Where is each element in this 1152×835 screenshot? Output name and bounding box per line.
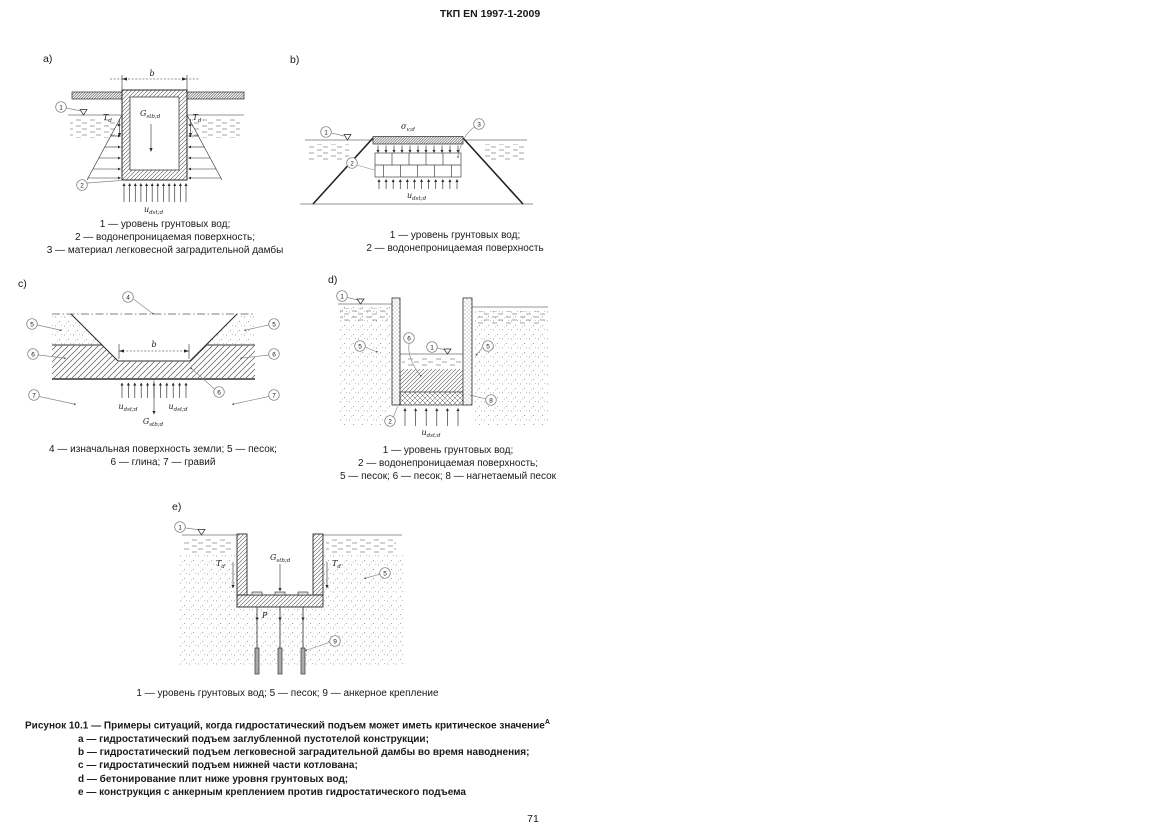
- marker-7-gravel-right: [269, 390, 280, 401]
- marker-8-injected-sand: [486, 395, 497, 406]
- diagram-e-tag: e): [172, 501, 182, 513]
- masonry-blocks: [375, 153, 461, 177]
- svg-text:7: 7: [272, 392, 276, 400]
- marker-7-gravel-left: [29, 390, 40, 401]
- caption-line: 1 — уровень грунтовых вод;: [382, 445, 514, 456]
- water-level-icon: [344, 135, 351, 141]
- weight-arrow: [278, 564, 281, 592]
- svg-text:1: 1: [324, 129, 328, 137]
- caption-line: 6 — глина; 7 — гравий: [110, 457, 216, 468]
- marker-5-sand-left: [355, 341, 366, 352]
- svg-text:8: 8: [489, 397, 493, 405]
- sand-left: [178, 555, 237, 668]
- diagram-b-tag: b): [290, 54, 300, 66]
- marker-6-sand-fill: [404, 333, 415, 344]
- anchor-plates: [252, 592, 308, 595]
- water-level-icon: [357, 299, 364, 304]
- figure-caption-item: c — гидростатический подъем нижней части котлована;: [78, 760, 358, 772]
- weight-label: $G_{stb;d}$: [140, 109, 161, 120]
- diagram-d-tag: d): [328, 274, 338, 286]
- marker-2-impermeable: [77, 180, 88, 191]
- svg-text:1: 1: [178, 524, 182, 532]
- svg-text:5: 5: [272, 321, 276, 329]
- marker-3-dam-material: [474, 119, 485, 130]
- uplift-arrows: [378, 179, 459, 189]
- caption-line: 1 — уровень грунтовых вод; 5 — песок; 9 — анкерное крепление: [136, 688, 439, 699]
- diagram-d-caption: [318, 444, 578, 483]
- svg-text:1: 1: [59, 104, 63, 112]
- svg-text:3: 3: [477, 121, 481, 129]
- marker-6-clay-bottom: [214, 387, 225, 398]
- sand-right: [474, 310, 548, 425]
- anchor-force-label: P: [262, 611, 268, 620]
- water-texture-right: [485, 144, 527, 161]
- fresh-concrete: [400, 369, 463, 392]
- header-title: ТКП EN 1997-1-2009: [439, 8, 541, 20]
- dimension-b: [110, 69, 200, 90]
- water-level-icon: [80, 110, 87, 116]
- svg-text:2: 2: [388, 418, 392, 426]
- figure-caption-item: d — бетонирование плит ниже уровня грунтовых вод;: [78, 773, 349, 785]
- clay-layer: [52, 345, 255, 379]
- diagram-d: [330, 283, 555, 443]
- caption-line: 3 — материал легковесной заградительной дамбы: [46, 245, 284, 256]
- water-texture-left: [340, 308, 388, 321]
- friction-label-right: $T_d$: [332, 559, 341, 570]
- dam-crest-band: [373, 137, 463, 145]
- injected-sand-plug: [400, 392, 463, 405]
- footnote-mark: А: [544, 719, 550, 726]
- weight-label: $G_{stb;d}$: [270, 553, 291, 564]
- marker-2-impermeable: [385, 416, 396, 427]
- marker-6-clay-right: [269, 349, 280, 360]
- caption-line: 2 — водонепроницаемая поверхность;: [357, 458, 539, 469]
- caption-line: 1 — уровень грунтовых вод;: [389, 230, 521, 241]
- uplift-arrows: [404, 408, 460, 426]
- diagram-b-caption: [330, 229, 580, 255]
- svg-text:5: 5: [383, 570, 387, 578]
- uplift-label-right: $u_{dst;d}$: [168, 402, 188, 413]
- svg-text:5: 5: [486, 343, 490, 351]
- marker-9-anchor: [330, 636, 341, 647]
- diagram-e-caption: [120, 687, 455, 700]
- caption-line: 2 — водонепроницаемая поверхность: [366, 243, 544, 254]
- svg-text:6: 6: [217, 389, 221, 397]
- diagram-c-tag: c): [18, 278, 27, 290]
- caption-line: 1 — уровень грунтовых вод;: [99, 219, 231, 230]
- figure-caption-title: Рисунок 10.1 — Примеры ситуаций, когда гидростатический подъем может иметь критическое значение$^А$: [25, 719, 550, 732]
- ground-line: [338, 304, 548, 307]
- svg-text:2: 2: [80, 182, 84, 190]
- svg-text:7: 7: [32, 392, 36, 400]
- svg-text:9: 9: [333, 638, 337, 646]
- sand-left: [338, 307, 390, 425]
- marker-5-sand-right: [269, 319, 280, 330]
- figure-caption-items: [78, 733, 550, 799]
- water-texture-left: [309, 144, 349, 161]
- svg-text:4: 4: [126, 294, 130, 302]
- water-level-icon: [444, 349, 451, 354]
- caption-line: 2 — водонепроницаемая поверхность;: [74, 232, 256, 243]
- weight-arrow: [152, 381, 155, 415]
- marker-5-sand-left: [27, 319, 38, 330]
- diagram-a-tag: a): [43, 53, 53, 65]
- weight-label: $G_{stb;d}$: [142, 417, 164, 428]
- caption-line: 5 — песок; 6 — песок; 8 — нагнетаемый песок: [339, 471, 557, 482]
- uplift-arrows: [123, 183, 188, 202]
- uplift-label-left: $u_{dst;d}$: [118, 402, 138, 413]
- friction-label-right: $T_d$: [192, 113, 202, 124]
- marker-5-sand-right: [483, 341, 494, 352]
- diagram-a: [40, 62, 290, 222]
- water-texture-left: [184, 538, 234, 554]
- surcharge-label: $\sigma_{v;d}$: [401, 122, 415, 133]
- diagram-a-caption: [40, 218, 290, 257]
- diagram-c-caption: [18, 443, 308, 469]
- dimension-b: [119, 340, 189, 359]
- figure-caption-item: b — гидростатический подъем легковесной заградительной дамбы во время наводнения;: [78, 746, 530, 758]
- uplift-label: $u_{dst;d}$: [144, 205, 164, 216]
- dim-b-label: b: [149, 69, 155, 78]
- marker-1-groundwater: [56, 102, 67, 113]
- svg-text:1: 1: [340, 293, 344, 301]
- svg-text:6: 6: [31, 351, 35, 359]
- svg-text:5: 5: [30, 321, 34, 329]
- figure-caption: [25, 716, 550, 799]
- marker-5-sand: [380, 568, 391, 579]
- svg-text:5: 5: [358, 343, 362, 351]
- marker-1-groundwater: [175, 522, 186, 533]
- caption-line: 4 — изначальная поверхность земли; 5 — песок;: [49, 444, 277, 455]
- svg-text:6: 6: [272, 351, 276, 359]
- diagram-c: [18, 288, 308, 443]
- water-texture-right: [476, 311, 546, 324]
- diagram-e: [170, 500, 415, 680]
- diagram-b: [295, 62, 540, 212]
- marker-4-original-surface: [123, 292, 134, 303]
- dim-b-label: b: [151, 340, 157, 349]
- water-texture-right: [326, 538, 396, 554]
- marker-1-groundwater: [337, 291, 348, 302]
- svg-text:2: 2: [350, 160, 354, 168]
- uplift-label: $u_{dst;d}$: [407, 191, 427, 202]
- friction-label-left: $T_d$: [103, 113, 112, 124]
- svg-text:1: 1: [430, 344, 434, 352]
- sand-right: [323, 555, 403, 668]
- figure-caption-item: a — гидростатический подъем заглубленной пустотелой конструкции;: [78, 733, 429, 745]
- marker-1-groundwater: [321, 127, 332, 138]
- hollow-structure: [122, 90, 187, 180]
- figure-caption-item: e — конструкция с анкерным креплением против гидростатического подъема: [78, 786, 466, 798]
- marker-6-clay-left: [28, 349, 39, 360]
- svg-text:6: 6: [407, 335, 411, 343]
- marker-2-impermeable: [347, 158, 358, 169]
- friction-label-left: $T_d$: [216, 559, 225, 570]
- uplift-label: $u_{dst;d}$: [421, 428, 441, 439]
- page-number: 71: [527, 813, 539, 825]
- water-level-icon: [198, 530, 205, 536]
- marker-1-pit-water: [427, 342, 438, 353]
- surcharge-arrows: [377, 146, 460, 154]
